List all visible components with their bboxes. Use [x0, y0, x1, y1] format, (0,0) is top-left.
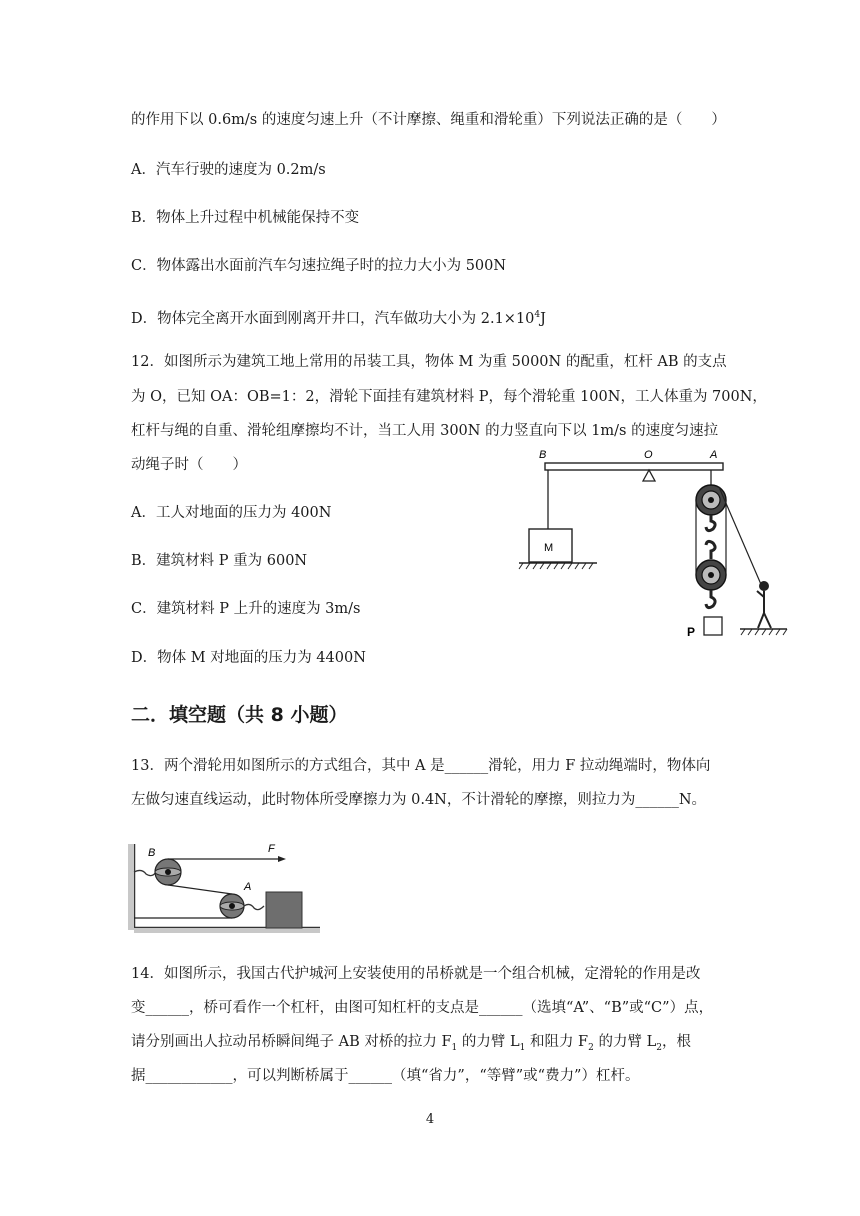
q12-option-a: A．工人对地面的压力为 400N	[131, 505, 332, 521]
q12-label-b: B	[539, 449, 547, 461]
q14-stem-line3	[131, 1032, 691, 1058]
q11-stem-tail: 的作用下以 0.6m/s 的速度匀速上升（不计摩擦、绳重和滑轮重）下列说法正确的是（ ）	[131, 112, 726, 128]
q11-option-d-unit: J	[540, 310, 546, 327]
q12-label-m: M	[544, 542, 554, 554]
q11-option-d-text: D．物体完全离开水面到刚离开井口，汽车做功大小为 2.1×10	[131, 310, 535, 327]
q12-option-c: C．建筑材料 P 上升的速度为 3m/s	[131, 601, 361, 617]
section-heading: 二．填空题（共 8 小题）	[131, 704, 348, 726]
q14-line3-text3: 和阻力 F	[525, 1034, 589, 1050]
q12-option-b: B．建筑材料 P 重为 600N	[131, 553, 308, 569]
q14-stem-line4: 据____________，可以判断桥属于______（填“省力”，“等臂”或“费力”）杠杆。	[131, 1068, 640, 1084]
q11-option-b: B．物体上升过程中机械能保持不变	[131, 210, 360, 226]
q13-label-a: A	[244, 881, 252, 893]
q11-option-d-exponent: 4	[534, 310, 541, 320]
q14-stem-line1: 14．如图所示，我国古代护城河上安装使用的吊桥就是一个组合机械，定滑轮的作用是改	[131, 966, 701, 982]
q12-label-a: A	[710, 449, 718, 461]
q11-option-d	[131, 305, 546, 329]
q14-line3-text5: ，根	[661, 1034, 691, 1050]
q12-lever-pulley-figure	[515, 445, 790, 645]
q13-pulley-figure	[128, 838, 323, 933]
q14-line3-sub2: 1	[519, 1042, 526, 1053]
q14-line3-sub1: 1	[451, 1042, 458, 1053]
q12-label-o: O	[644, 449, 653, 461]
q13-label-f: F	[268, 843, 275, 855]
q12-stem-line3: 杠杆与绳的自重、滑轮组摩擦均不计，当工人用 300N 的力竖直向下以 1m/s 的速度匀速拉	[131, 423, 719, 439]
page-number: 4	[425, 1112, 435, 1127]
q11-option-c: C．物体露出水面前汽车匀速拉绳子时的拉力大小为 500N	[131, 258, 507, 274]
q13-stem-line2: 左做匀速直线运动，此时物体所受摩擦力为 0.4N，不计滑轮的摩擦，则拉力为______N。	[131, 792, 707, 808]
q14-line3-text4: 的力臂 L	[593, 1034, 657, 1050]
q13-label-b: B	[148, 847, 156, 859]
q14-line3-sub3: 2	[588, 1042, 594, 1053]
q12-option-d: D．物体 M 对地面的压力为 4400N	[131, 650, 366, 666]
q12-stem-line2: 为 O，已知 OA：OB=1：2，滑轮下面挂有建筑材料 P，每个滑轮重 100N，工人体重为 700N，	[131, 389, 767, 405]
q11-option-a: A．汽车行驶的速度为 0.2m/s	[131, 162, 326, 178]
q12-label-p: P	[687, 625, 696, 639]
q12-stem-line4: 动绳子时（ ）	[131, 457, 247, 473]
q14-line3-sub4: 2	[656, 1042, 662, 1053]
q14-line3-text1: 请分别画出人拉动吊桥瞬间绳子 AB 对桥的拉力 F	[131, 1034, 452, 1050]
q12-stem-line1: 12．如图所示为建筑工地上常用的吊装工具，物体 M 为重 5000N 的配重，杠杆 AB 的支点	[131, 354, 727, 370]
q13-stem-line1: 13．两个滑轮用如图所示的方式组合，其中 A 是______滑轮，用力 F 拉动绳端时，物体向	[131, 758, 711, 774]
q14-stem-line2: 变______，桥可看作一个杠杆，由图可知杠杆的支点是______（选填“A”、“B”或“C”）点，	[131, 1000, 714, 1016]
q14-line3-text2: 的力臂 L	[457, 1034, 520, 1050]
